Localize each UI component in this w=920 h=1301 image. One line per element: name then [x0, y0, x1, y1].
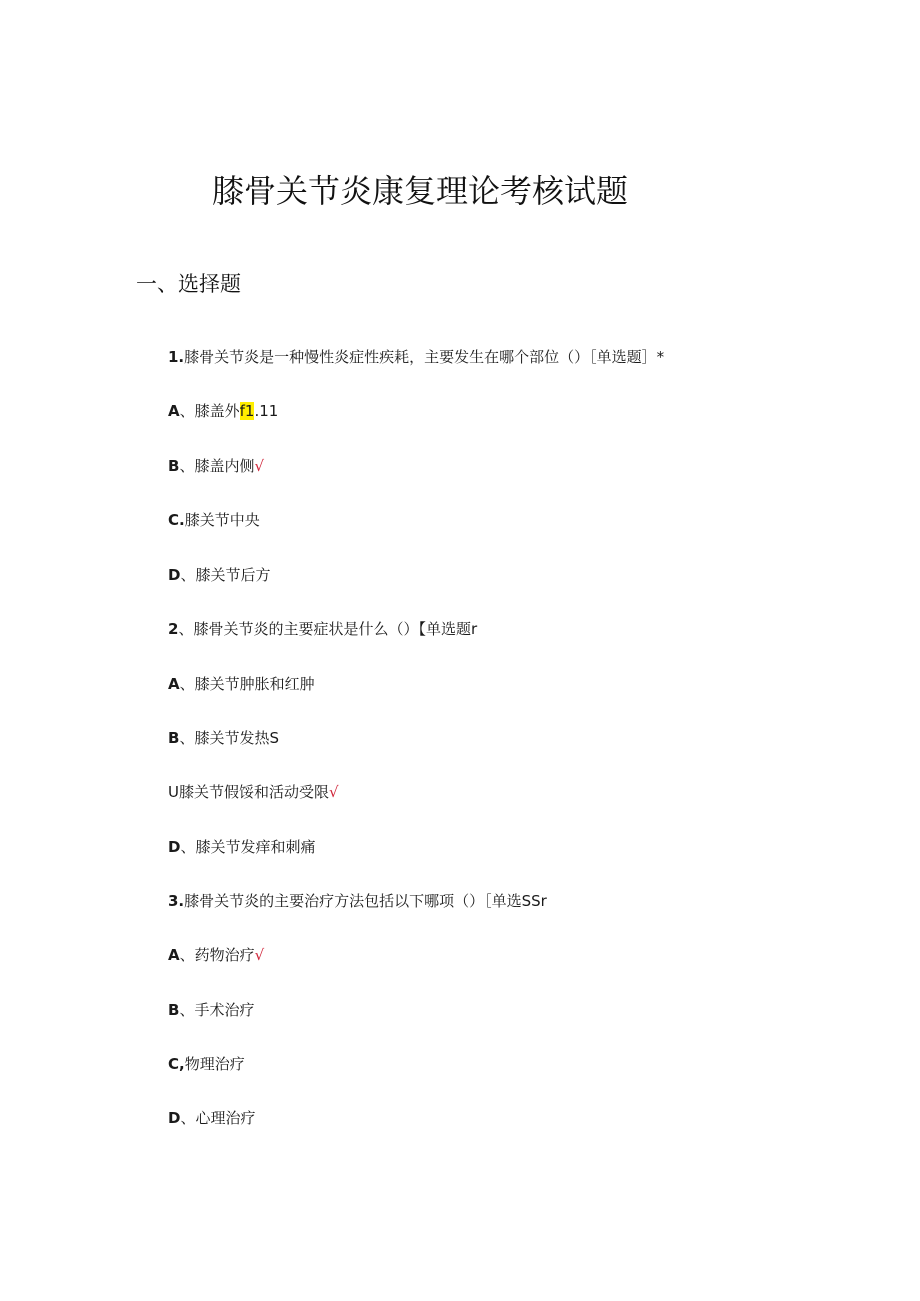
- highlighted-text: f1: [239, 402, 255, 420]
- option-letter: A: [168, 402, 180, 420]
- question-1: [168, 346, 664, 367]
- option-2b: B、膝关节发热S: [168, 729, 279, 747]
- question-number: 3.: [168, 892, 185, 910]
- option-letter: D: [168, 1109, 181, 1127]
- correct-check-icon: √: [254, 946, 265, 964]
- option-letter: B: [168, 729, 180, 747]
- option-3b: B、手术治疗: [168, 1001, 255, 1019]
- option-2a: A、膝关节肿胀和红肿: [168, 675, 315, 693]
- option-letter: A: [168, 675, 180, 693]
- option-text: 膝关节中央: [184, 511, 260, 529]
- question-text: 膝骨关节炎是一种慢性炎症性疾耗，主要发生在哪个部位（）［单选题］*: [184, 348, 665, 366]
- page-title: 膝骨关节炎康复理论考核试题: [211, 172, 628, 210]
- option-3a: A、药物治疗√: [168, 946, 265, 964]
- option-text: 药物治疗: [194, 946, 255, 964]
- correct-check-icon: √: [254, 457, 265, 475]
- option-text: 膝关节发热S: [194, 729, 279, 747]
- option-text: 膝关节发痒和刺痛: [195, 838, 316, 856]
- option-text: 膝关节后方: [195, 566, 271, 584]
- question-text: 、膝骨关节炎的主要症状是什么（）【单选题r: [178, 620, 478, 638]
- option-text: 物理治疗: [184, 1055, 245, 1073]
- option-1a: A、膝盖外f1.11: [168, 402, 279, 420]
- option-letter: D: [168, 838, 181, 856]
- question-2: [168, 618, 477, 639]
- option-text: 膝盖外: [194, 402, 240, 420]
- option-2d: D、膝关节发痒和刺痛: [168, 838, 316, 856]
- question-number: 2: [168, 620, 179, 638]
- correct-check-icon: √: [329, 783, 339, 801]
- option-letter: D: [168, 566, 181, 584]
- option-3d: D、心理治疗: [168, 1109, 256, 1127]
- question-text: 膝骨关节炎的主要治疗方法包括以下哪项（）［单选SSr: [184, 892, 547, 910]
- option-1b: B、膝盖内侧√: [168, 457, 265, 475]
- option-letter: U: [168, 783, 179, 801]
- option-text: 心理治疗: [195, 1109, 256, 1127]
- section-heading: 一、选择题: [136, 272, 241, 296]
- option-2c: [168, 781, 339, 802]
- option-text: 膝关节肿胀和红肿: [194, 675, 315, 693]
- question-number: 1.: [168, 348, 185, 366]
- option-letter: C.: [168, 511, 185, 529]
- question-3: [168, 890, 547, 911]
- option-text: 手术治疗: [194, 1001, 255, 1019]
- option-text: 膝关节假馁和活动受限: [178, 783, 329, 801]
- option-text: 膝盖内侧: [194, 457, 255, 475]
- option-1d: D、膝关节后方: [168, 566, 271, 584]
- option-3c: [168, 1053, 245, 1074]
- option-1c: [168, 509, 260, 530]
- option-letter: C,: [168, 1055, 185, 1073]
- option-letter: B: [168, 1001, 180, 1019]
- option-letter: A: [168, 946, 180, 964]
- option-letter: B: [168, 457, 180, 475]
